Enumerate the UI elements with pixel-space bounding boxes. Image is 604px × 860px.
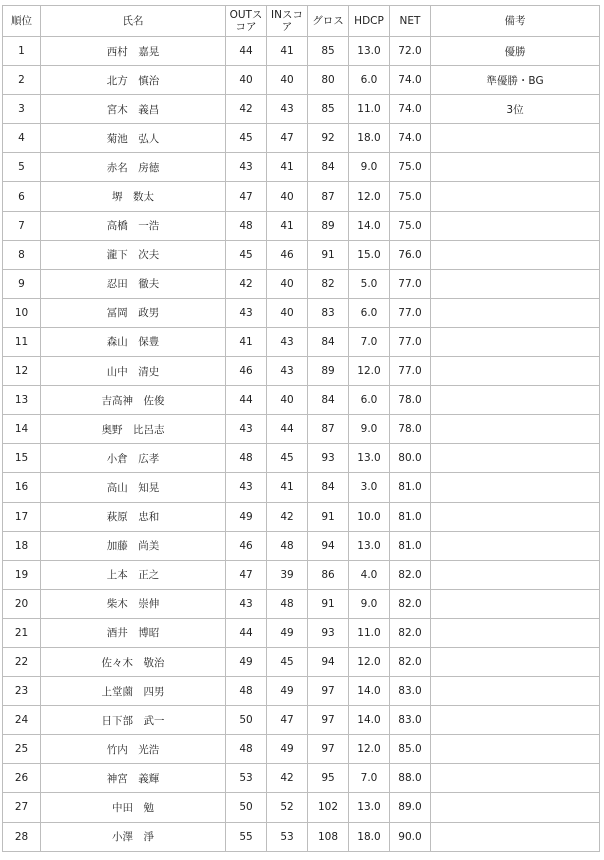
cell-in-score: 43 [267, 357, 308, 386]
cell-hdcp: 6.0 [349, 66, 390, 95]
cell-note [431, 211, 600, 240]
cell-net: 89.0 [390, 793, 431, 822]
cell-note: 3位 [431, 95, 600, 124]
cell-net: 90.0 [390, 822, 431, 851]
cell-in-score: 39 [267, 560, 308, 589]
cell-in-score: 43 [267, 327, 308, 356]
cell-note [431, 764, 600, 793]
cell-note [431, 415, 600, 444]
table-row [3, 415, 600, 444]
cell-hdcp: 14.0 [349, 706, 390, 735]
cell-rank: 18 [3, 531, 41, 560]
cell-hdcp: 7.0 [349, 327, 390, 356]
cell-gross: 91 [308, 502, 349, 531]
table-body [3, 37, 600, 852]
cell-rank: 21 [3, 618, 41, 647]
cell-hdcp: 6.0 [349, 298, 390, 327]
cell-out-score: 44 [226, 37, 267, 66]
cell-hdcp: 13.0 [349, 531, 390, 560]
table-row [3, 124, 600, 153]
cell-rank: 5 [3, 153, 41, 182]
cell-hdcp: 12.0 [349, 647, 390, 676]
cell-gross: 97 [308, 677, 349, 706]
cell-rank: 2 [3, 66, 41, 95]
cell-name: 上本 正之 [41, 560, 226, 589]
cell-note [431, 560, 600, 589]
cell-rank: 13 [3, 386, 41, 415]
table-row [3, 793, 600, 822]
table-row [3, 647, 600, 676]
table-row [3, 37, 600, 66]
cell-gross: 93 [308, 618, 349, 647]
cell-net: 77.0 [390, 269, 431, 298]
cell-name: 宮木 義昌 [41, 95, 226, 124]
cell-out-score: 47 [226, 182, 267, 211]
cell-gross: 94 [308, 647, 349, 676]
results-table [2, 5, 600, 852]
table-row [3, 211, 600, 240]
cell-rank: 20 [3, 589, 41, 618]
cell-net: 77.0 [390, 357, 431, 386]
table-row [3, 298, 600, 327]
cell-note [431, 822, 600, 851]
cell-out-score: 48 [226, 677, 267, 706]
cell-in-score: 41 [267, 473, 308, 502]
cell-gross: 87 [308, 415, 349, 444]
cell-net: 78.0 [390, 386, 431, 415]
results-container [2, 5, 600, 852]
cell-in-score: 46 [267, 240, 308, 269]
cell-name: 竹内 光浩 [41, 735, 226, 764]
cell-hdcp: 14.0 [349, 211, 390, 240]
cell-out-score: 49 [226, 647, 267, 676]
cell-rank: 28 [3, 822, 41, 851]
cell-net: 81.0 [390, 502, 431, 531]
cell-gross: 89 [308, 357, 349, 386]
cell-note [431, 677, 600, 706]
table-row [3, 269, 600, 298]
cell-name: 中田 勉 [41, 793, 226, 822]
cell-in-score: 47 [267, 124, 308, 153]
cell-in-score: 41 [267, 37, 308, 66]
cell-name: 小倉 広孝 [41, 444, 226, 473]
cell-in-score: 41 [267, 211, 308, 240]
cell-gross: 91 [308, 589, 349, 618]
cell-out-score: 45 [226, 240, 267, 269]
cell-in-score: 45 [267, 444, 308, 473]
cell-in-score: 45 [267, 647, 308, 676]
table-row [3, 473, 600, 502]
cell-net: 75.0 [390, 153, 431, 182]
table-row [3, 357, 600, 386]
cell-net: 74.0 [390, 95, 431, 124]
cell-rank: 14 [3, 415, 41, 444]
table-row [3, 444, 600, 473]
cell-hdcp: 13.0 [349, 37, 390, 66]
cell-in-score: 49 [267, 735, 308, 764]
cell-rank: 11 [3, 327, 41, 356]
cell-net: 88.0 [390, 764, 431, 793]
cell-rank: 3 [3, 95, 41, 124]
cell-in-score: 48 [267, 531, 308, 560]
cell-net: 74.0 [390, 66, 431, 95]
cell-hdcp: 15.0 [349, 240, 390, 269]
cell-gross: 102 [308, 793, 349, 822]
cell-hdcp: 4.0 [349, 560, 390, 589]
cell-note [431, 706, 600, 735]
cell-hdcp: 18.0 [349, 822, 390, 851]
cell-in-score: 42 [267, 502, 308, 531]
cell-in-score: 42 [267, 764, 308, 793]
cell-gross: 84 [308, 153, 349, 182]
cell-in-score: 49 [267, 677, 308, 706]
cell-out-score: 50 [226, 706, 267, 735]
cell-gross: 95 [308, 764, 349, 793]
cell-gross: 91 [308, 240, 349, 269]
table-row [3, 66, 600, 95]
cell-hdcp: 7.0 [349, 764, 390, 793]
cell-rank: 16 [3, 473, 41, 502]
cell-out-score: 43 [226, 473, 267, 502]
table-row [3, 822, 600, 851]
cell-hdcp: 13.0 [349, 444, 390, 473]
table-row [3, 182, 600, 211]
cell-note [431, 444, 600, 473]
cell-out-score: 48 [226, 211, 267, 240]
cell-net: 82.0 [390, 618, 431, 647]
cell-name: 赤名 房徳 [41, 153, 226, 182]
cell-gross: 89 [308, 211, 349, 240]
cell-gross: 84 [308, 386, 349, 415]
cell-net: 81.0 [390, 531, 431, 560]
cell-rank: 19 [3, 560, 41, 589]
cell-in-score: 40 [267, 269, 308, 298]
cell-name: 西村 嘉晃 [41, 37, 226, 66]
table-row [3, 735, 600, 764]
cell-gross: 108 [308, 822, 349, 851]
cell-out-score: 44 [226, 386, 267, 415]
cell-out-score: 40 [226, 66, 267, 95]
cell-in-score: 40 [267, 298, 308, 327]
cell-in-score: 48 [267, 589, 308, 618]
cell-name: 菊池 弘人 [41, 124, 226, 153]
cell-gross: 97 [308, 706, 349, 735]
cell-rank: 27 [3, 793, 41, 822]
cell-note [431, 124, 600, 153]
cell-in-score: 49 [267, 618, 308, 647]
cell-rank: 10 [3, 298, 41, 327]
cell-gross: 84 [308, 327, 349, 356]
table-row [3, 240, 600, 269]
cell-note [431, 735, 600, 764]
cell-net: 82.0 [390, 647, 431, 676]
cell-out-score: 43 [226, 415, 267, 444]
cell-net: 83.0 [390, 677, 431, 706]
table-row [3, 327, 600, 356]
cell-name: 小澤 淨 [41, 822, 226, 851]
cell-out-score: 55 [226, 822, 267, 851]
cell-in-score: 53 [267, 822, 308, 851]
cell-name: 神宮 義輝 [41, 764, 226, 793]
cell-rank: 17 [3, 502, 41, 531]
cell-net: 80.0 [390, 444, 431, 473]
cell-note [431, 386, 600, 415]
cell-out-score: 46 [226, 531, 267, 560]
cell-name: 萩原 忠和 [41, 502, 226, 531]
cell-net: 77.0 [390, 327, 431, 356]
cell-out-score: 42 [226, 95, 267, 124]
cell-name: 柴木 崇伸 [41, 589, 226, 618]
table-row [3, 589, 600, 618]
cell-hdcp: 9.0 [349, 153, 390, 182]
cell-name: 佐々木 敬治 [41, 647, 226, 676]
table-row [3, 502, 600, 531]
cell-out-score: 53 [226, 764, 267, 793]
table-row [3, 560, 600, 589]
cell-hdcp: 18.0 [349, 124, 390, 153]
cell-net: 78.0 [390, 415, 431, 444]
table-row [3, 677, 600, 706]
cell-rank: 1 [3, 37, 41, 66]
cell-hdcp: 3.0 [349, 473, 390, 502]
cell-rank: 9 [3, 269, 41, 298]
cell-rank: 22 [3, 647, 41, 676]
cell-note: 準優勝・BG [431, 66, 600, 95]
cell-in-score: 40 [267, 386, 308, 415]
cell-note [431, 502, 600, 531]
cell-note [431, 473, 600, 502]
cell-hdcp: 11.0 [349, 95, 390, 124]
cell-note [431, 327, 600, 356]
table-row [3, 764, 600, 793]
cell-net: 82.0 [390, 589, 431, 618]
cell-out-score: 47 [226, 560, 267, 589]
cell-gross: 92 [308, 124, 349, 153]
cell-note [431, 269, 600, 298]
cell-gross: 97 [308, 735, 349, 764]
cell-net: 72.0 [390, 37, 431, 66]
cell-out-score: 41 [226, 327, 267, 356]
cell-gross: 82 [308, 269, 349, 298]
cell-hdcp: 6.0 [349, 386, 390, 415]
cell-in-score: 47 [267, 706, 308, 735]
table-row [3, 618, 600, 647]
cell-name: 吉高神 佐俊 [41, 386, 226, 415]
cell-out-score: 43 [226, 153, 267, 182]
cell-out-score: 42 [226, 269, 267, 298]
cell-hdcp: 12.0 [349, 182, 390, 211]
cell-in-score: 52 [267, 793, 308, 822]
cell-net: 81.0 [390, 473, 431, 502]
cell-note: 優勝 [431, 37, 600, 66]
cell-net: 85.0 [390, 735, 431, 764]
cell-note [431, 357, 600, 386]
cell-hdcp: 5.0 [349, 269, 390, 298]
header-note: 備考 [431, 6, 600, 37]
cell-rank: 8 [3, 240, 41, 269]
cell-name: 堺 数太 [41, 182, 226, 211]
cell-gross: 84 [308, 473, 349, 502]
cell-hdcp: 11.0 [349, 618, 390, 647]
header-net: NET [390, 6, 431, 37]
cell-note [431, 618, 600, 647]
cell-out-score: 48 [226, 735, 267, 764]
cell-name: 高山 知晃 [41, 473, 226, 502]
cell-gross: 87 [308, 182, 349, 211]
cell-gross: 93 [308, 444, 349, 473]
cell-note [431, 153, 600, 182]
header-rank: 順位 [3, 6, 41, 37]
cell-in-score: 40 [267, 66, 308, 95]
cell-name: 酒井 博昭 [41, 618, 226, 647]
cell-net: 77.0 [390, 298, 431, 327]
table-row [3, 386, 600, 415]
table-header [3, 6, 600, 37]
table-row [3, 153, 600, 182]
cell-note [431, 240, 600, 269]
cell-net: 83.0 [390, 706, 431, 735]
cell-name: 加藤 尚美 [41, 531, 226, 560]
cell-name: 上堂薗 四男 [41, 677, 226, 706]
cell-in-score: 40 [267, 182, 308, 211]
cell-note [431, 793, 600, 822]
cell-name: 冨岡 政男 [41, 298, 226, 327]
table-row [3, 706, 600, 735]
cell-gross: 86 [308, 560, 349, 589]
cell-hdcp: 10.0 [349, 502, 390, 531]
cell-name: 忍田 徹夫 [41, 269, 226, 298]
cell-rank: 7 [3, 211, 41, 240]
cell-hdcp: 9.0 [349, 415, 390, 444]
header-row [3, 6, 600, 37]
cell-net: 74.0 [390, 124, 431, 153]
cell-gross: 83 [308, 298, 349, 327]
cell-out-score: 45 [226, 124, 267, 153]
cell-gross: 85 [308, 37, 349, 66]
cell-rank: 12 [3, 357, 41, 386]
cell-name: 北方 慎治 [41, 66, 226, 95]
cell-in-score: 43 [267, 95, 308, 124]
cell-rank: 15 [3, 444, 41, 473]
cell-rank: 6 [3, 182, 41, 211]
cell-in-score: 41 [267, 153, 308, 182]
cell-name: 日下部 武一 [41, 706, 226, 735]
cell-hdcp: 9.0 [349, 589, 390, 618]
cell-out-score: 46 [226, 357, 267, 386]
cell-out-score: 49 [226, 502, 267, 531]
cell-out-score: 50 [226, 793, 267, 822]
cell-net: 75.0 [390, 182, 431, 211]
cell-rank: 23 [3, 677, 41, 706]
header-in-score: INスコア [267, 6, 308, 37]
cell-rank: 24 [3, 706, 41, 735]
cell-note [431, 531, 600, 560]
cell-rank: 26 [3, 764, 41, 793]
cell-gross: 85 [308, 95, 349, 124]
table-row [3, 531, 600, 560]
table-row [3, 95, 600, 124]
cell-gross: 94 [308, 531, 349, 560]
cell-in-score: 44 [267, 415, 308, 444]
cell-note [431, 298, 600, 327]
cell-hdcp: 12.0 [349, 735, 390, 764]
cell-hdcp: 14.0 [349, 677, 390, 706]
cell-rank: 25 [3, 735, 41, 764]
header-hdcp: HDCP [349, 6, 390, 37]
cell-rank: 4 [3, 124, 41, 153]
header-out-score: OUTスコア [226, 6, 267, 37]
cell-out-score: 44 [226, 618, 267, 647]
cell-net: 82.0 [390, 560, 431, 589]
cell-out-score: 43 [226, 298, 267, 327]
cell-hdcp: 13.0 [349, 793, 390, 822]
cell-net: 75.0 [390, 211, 431, 240]
cell-name: 瀧下 次夫 [41, 240, 226, 269]
header-name: 氏名 [41, 6, 226, 37]
cell-gross: 80 [308, 66, 349, 95]
cell-note [431, 647, 600, 676]
cell-name: 高橋 一浩 [41, 211, 226, 240]
cell-hdcp: 12.0 [349, 357, 390, 386]
header-gross: グロス [308, 6, 349, 37]
cell-name: 森山 保豊 [41, 327, 226, 356]
cell-note [431, 182, 600, 211]
cell-name: 山中 清史 [41, 357, 226, 386]
cell-name: 奥野 比呂志 [41, 415, 226, 444]
cell-out-score: 43 [226, 589, 267, 618]
cell-net: 76.0 [390, 240, 431, 269]
cell-note [431, 589, 600, 618]
cell-out-score: 48 [226, 444, 267, 473]
